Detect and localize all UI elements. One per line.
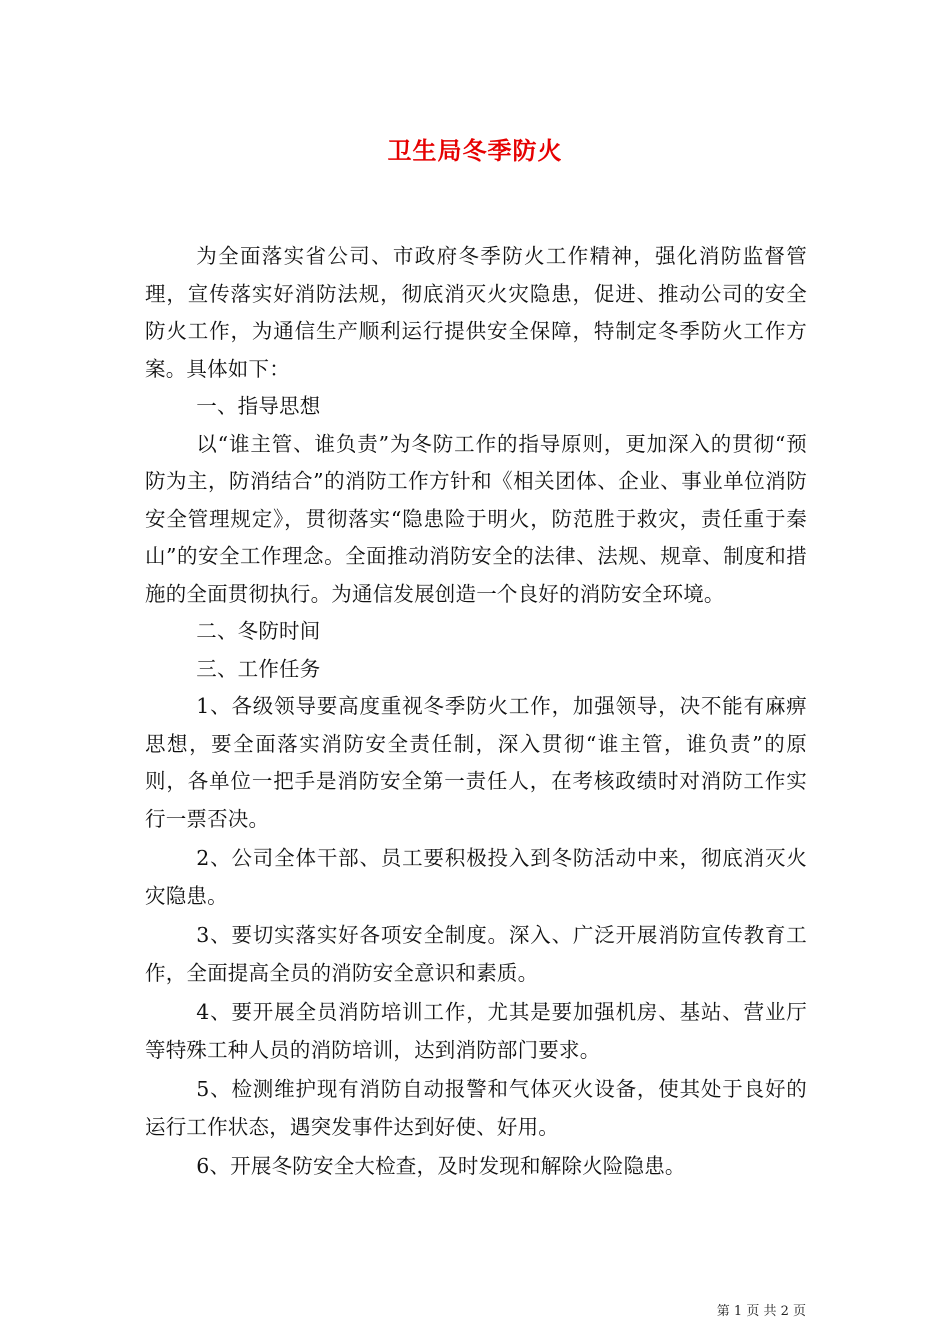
page-number: 第 1 页 共 2 页 <box>716 1304 806 1319</box>
section-heading-guiding-thought: 一、指导思想 <box>196 394 321 418</box>
intro-paragraph: 为全面落实省公司、市政府冬季防火工作精神，强化消防监督管理，宣传落实好消防法规，彻底消灭火灾隐患，促进、推动公司的安全防火工作，为通信生产顺利运行提供安全保障，特制定冬季防火工作方案。具体如下： <box>145 244 807 381</box>
guiding-thought-paragraph: 以“谁主管、谁负责”为冬防工作的指导原则，更加深入的贯彻“预防为主，防消结合”的消防工作方针和《相关团体、企业、事业单位消防安全管理规定》，贯彻落实“隐患险于明火，防范胜于救灾，责任重于秦山”的安全工作理念。全面推动消防安全的法律、法规、规章、制度和措施的全面贯彻执行。为通信发展创造一个良好的消防安全环境。 <box>145 431 807 606</box>
task-item-6: 6、开展冬防安全大检查，及时发现和解除火险隐患。 <box>196 1154 686 1178</box>
task-item-3: 3、要切实落实好各项安全制度。深入、广泛开展消防宣传教育工作，全面提高全员的消防安全意识和素质。 <box>145 923 807 985</box>
task-item-4: 4、要开展全员消防培训工作，尤其是要加强机房、基站、营业厅等特殊工种人员的消防培训，达到消防部门要求。 <box>145 1000 807 1062</box>
task-item-5: 5、检测维护现有消防自动报警和气体灭火设备，使其处于良好的运行工作状态，遇突发事件达到好使、好用。 <box>145 1077 807 1139</box>
task-item-1: 1、各级领导要高度重视冬季防火工作，加强领导，决不能有麻痹思想，要全面落实消防安全责任制，深入贯彻“谁主管，谁负责”的原则，各单位一把手是消防安全第一责任人，在考核政绩时对消防工作实行一票否决。 <box>145 694 807 831</box>
section-heading-tasks: 三、工作任务 <box>196 656 321 681</box>
section-heading-winter-period: 二、冬防时间 <box>196 619 321 643</box>
document-body <box>145 238 807 1186</box>
task-item-2: 2、公司全体干部、员工要积极投入到冬防活动中来，彻底消灭火灾隐患。 <box>145 846 807 908</box>
document-title: 卫生局冬季防火 <box>387 136 563 165</box>
